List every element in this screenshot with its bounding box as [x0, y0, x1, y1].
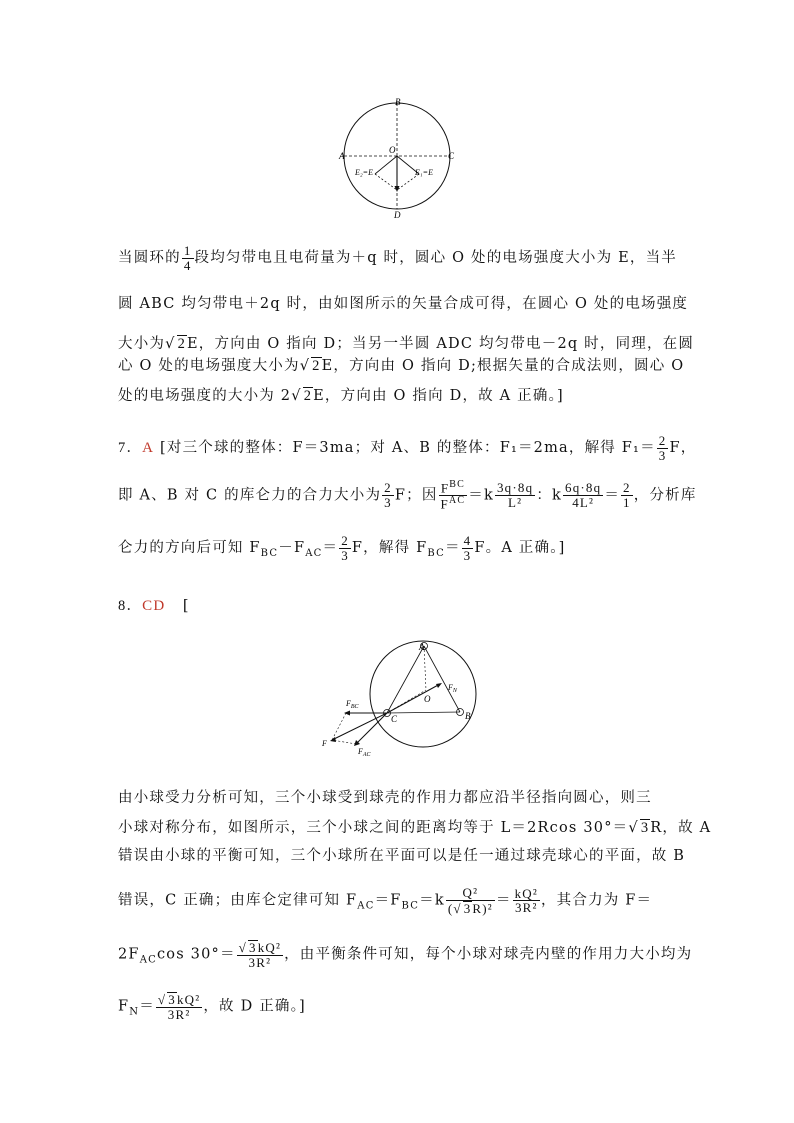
text-line: 圆 ABC 均匀带电＋2q 时，由如图所示的矢量合成可得，在圆心 O 处的电场强度	[118, 296, 689, 312]
text-segment: ＝k	[468, 487, 494, 504]
text-segment: ＝	[495, 892, 512, 909]
label-E2: E₂=E	[355, 168, 373, 177]
label-A: A	[339, 151, 345, 161]
text-segment: 心 O 处的电场强度大小为	[118, 358, 300, 374]
text-segment: F	[118, 998, 130, 1015]
fraction: $\frac{2}{3}$	[341, 533, 349, 563]
text-segment: －F	[278, 540, 306, 557]
text-segment: ＝	[444, 540, 461, 557]
label-FBC: $F_{BC}$	[346, 699, 359, 710]
label-A: A	[419, 642, 425, 652]
text-segment: F，	[669, 440, 697, 457]
text-segment: 仑力的方向后可知 F	[118, 540, 261, 557]
answer-key: A	[142, 440, 155, 457]
question-number: 7．	[118, 440, 143, 457]
text-segment: ＝F	[374, 892, 402, 909]
label-E1: E₁=E	[415, 168, 433, 177]
sphere-force-diagram	[318, 640, 488, 772]
sqrt-symbol: √	[291, 388, 302, 404]
text-segment: E，方向由 O 指向 D；当另一半圆 ADC 均匀带电－2q 时，同理，在圆	[187, 336, 695, 352]
label-FAC: $F_{AC}$	[358, 747, 371, 758]
label-O: O	[389, 145, 396, 155]
fraction: $\frac{4}{3}$	[463, 533, 472, 563]
fraction: $\frac{\text{√ 3kQ²}}{\text{3R²}}$	[238, 940, 282, 970]
label-B: B	[465, 711, 471, 721]
text-segment: 大小为	[118, 336, 166, 352]
fraction-quarter: $\frac{1}{4}$	[183, 243, 192, 273]
text-segment: 即 A、B 对 C 的库仑力的合力大小为	[118, 487, 382, 504]
text-segment: 2F	[118, 946, 140, 963]
field-circle-diagram	[335, 95, 465, 220]
text-segment: 处的电场强度的大小为 2	[118, 388, 292, 404]
text-segment: E，方向由 O 指向 D，故 A 正确。]	[313, 388, 564, 404]
fraction-force-ratio: $\frac{F^{BC}}{F^{AC}}$	[440, 479, 466, 512]
answer-key: CD	[142, 598, 166, 614]
text-segment: ＝	[139, 998, 155, 1015]
text-segment: 错误，C 正确；由库仑定律可知 F	[118, 892, 358, 909]
sqrt-symbol: √	[299, 358, 311, 374]
text-segment: F。A 正确。]	[474, 540, 566, 557]
sqrt-symbol: √	[628, 820, 639, 836]
label-O: O	[424, 694, 431, 704]
label-C: C	[391, 714, 398, 724]
text-segment: 小球对称分布，如图所示，三个小球之间的距离均等于 L＝2Rcos 30°＝	[118, 820, 629, 836]
radicand: 2	[312, 358, 321, 374]
text-segment: R，故 A	[650, 820, 712, 836]
radicand: 2	[177, 336, 187, 352]
text-segment: ，分析库	[633, 487, 697, 504]
text-segment: [对三个球的整体：F＝3ma；对 A、B 的整体：F₁＝2ma，解得 F₁＝	[160, 440, 656, 457]
fraction: $\frac{\text{√ 3kQ²}}{\text{3R²}}$	[157, 992, 201, 1022]
text-segment: 当圆环的	[118, 250, 181, 267]
label-D: D	[394, 210, 401, 220]
text-segment: ，其合力为 F＝	[540, 892, 653, 909]
text-segment: F，解得 F	[351, 540, 428, 557]
question-number: 8．	[118, 598, 143, 614]
text-segment: ＝	[322, 540, 339, 557]
text-segment: 段均匀带电且电荷量为＋q 时，圆心 O 处的电场强度大小为 E，当半	[194, 250, 678, 267]
fraction: $\frac{3q\cdot 8q}{\text{L²}}$	[496, 480, 534, 510]
text-line: 由小球受力分析可知，三个小球受到球壳的作用力都应沿半径指向圆心，则三	[118, 790, 652, 806]
radicand: 3	[640, 820, 650, 836]
fraction: $\frac{2}{3}$	[384, 480, 392, 510]
fraction: $\frac{6q\cdot 8q}{\text{4L²}}$	[565, 480, 602, 510]
text-segment: ＝	[604, 487, 621, 504]
label-B: B	[395, 97, 401, 107]
fraction: $\frac{2}{1}$	[623, 480, 631, 510]
text-segment: ，故 D 正确。]	[203, 998, 306, 1015]
fraction: $\frac{\text{Q²}}{\text{(√ 3R)²}}$	[447, 885, 493, 916]
text-segment: F；因	[394, 487, 438, 504]
radicand: 2	[303, 388, 313, 404]
text-segment: E，方向由 O 指向 D;根据矢量的合成法则，圆心 O	[321, 358, 685, 374]
sqrt-symbol: √	[165, 336, 176, 352]
label-FN: $F_N$	[448, 683, 457, 694]
fraction: $\frac{2}{3}$	[658, 433, 667, 463]
label-C: C	[448, 151, 455, 161]
bracket: [	[182, 598, 190, 614]
text-segment: cos 30°＝	[156, 946, 236, 963]
text-segment: ，由平衡条件可知，每个小球对球壳内壁的作用力大小均为	[284, 946, 693, 963]
fraction: $\frac{\text{kQ²}}{\text{3R²}}$	[514, 885, 538, 916]
text-segment: ＝k	[419, 892, 445, 909]
text-segment: ：k	[536, 487, 562, 504]
label-F: F	[322, 739, 327, 748]
text-line: 错误由小球的平衡可知，三个小球所在平面可以是任一通过球壳球心的平面，故 B	[118, 848, 686, 864]
